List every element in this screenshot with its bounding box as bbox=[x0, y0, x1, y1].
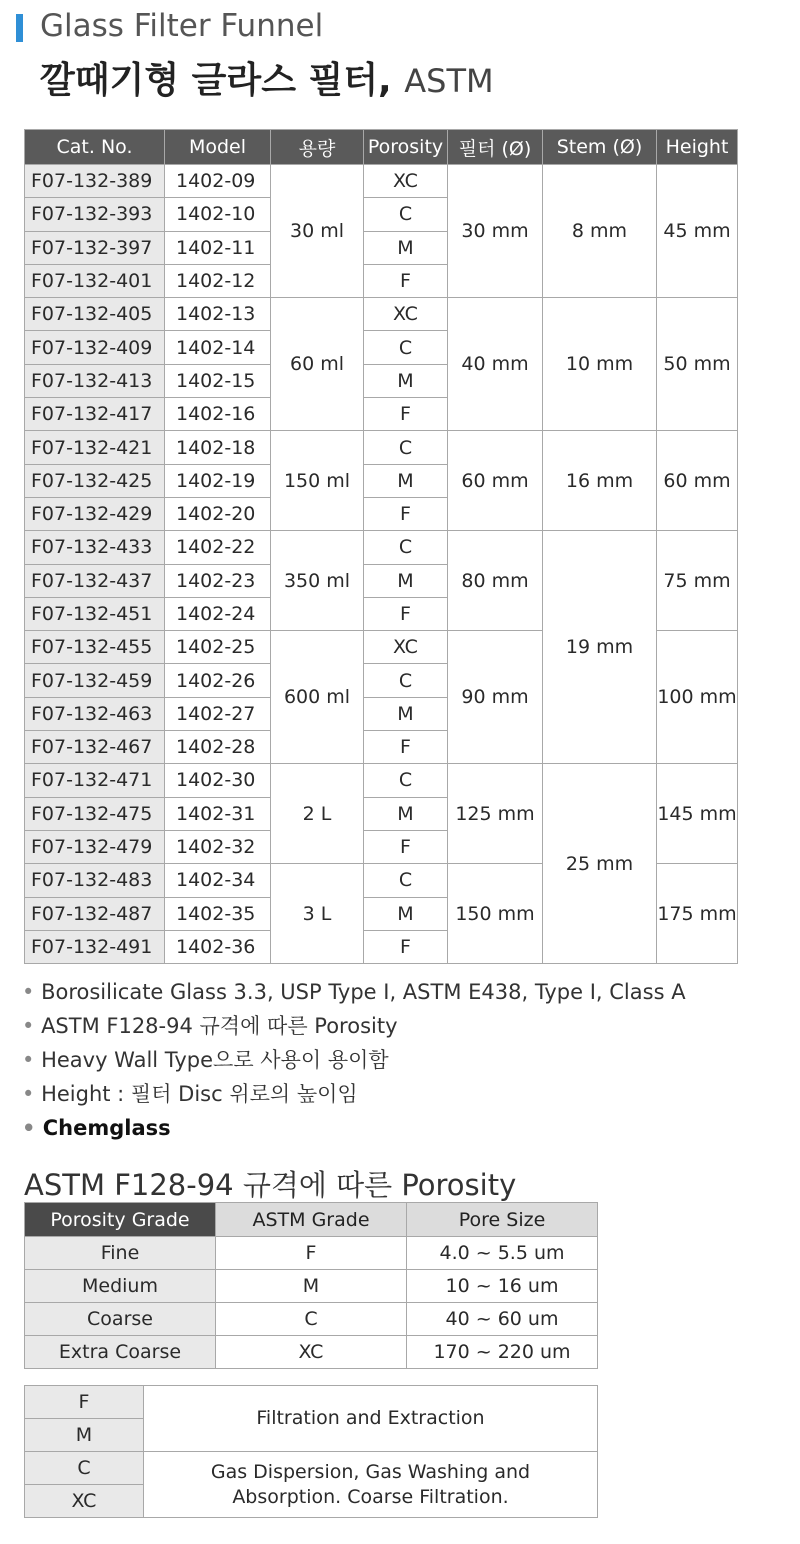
cat-no-cell: F07-132-393 bbox=[25, 198, 165, 231]
cat-no-cell: F07-132-455 bbox=[25, 631, 165, 664]
porosity-cell: C bbox=[364, 764, 448, 797]
porosity-cell: C bbox=[364, 531, 448, 564]
column-header-porosity: Porosity bbox=[364, 130, 448, 165]
porosity-header-row bbox=[25, 1203, 598, 1237]
usage-desc-line: Gas Dispersion, Gas Washing and bbox=[210, 1460, 531, 1483]
porosity-cell: F bbox=[364, 731, 448, 764]
table-row bbox=[25, 1452, 598, 1485]
cat-no-cell: F07-132-401 bbox=[25, 264, 165, 297]
table-row bbox=[25, 1303, 598, 1336]
porosity-cell: F bbox=[364, 930, 448, 963]
porosity-cell: C bbox=[364, 198, 448, 231]
usage-code-cell: F bbox=[25, 1386, 144, 1419]
table-row bbox=[25, 1237, 598, 1270]
model-cell: 1402-27 bbox=[165, 697, 271, 730]
model-cell: 1402-26 bbox=[165, 664, 271, 697]
astm-grade-cell: C bbox=[216, 1303, 407, 1336]
table-row bbox=[25, 764, 738, 797]
model-cell: 1402-16 bbox=[165, 398, 271, 431]
page-title-english: Glass Filter Funnel bbox=[40, 8, 324, 44]
astm-grade-cell: M bbox=[216, 1270, 407, 1303]
cat-no-cell: F07-132-413 bbox=[25, 364, 165, 397]
capacity-cell: 60 ml bbox=[271, 298, 364, 431]
porosity-table bbox=[24, 1202, 598, 1369]
table-row bbox=[25, 165, 738, 198]
usage-code-cell: C bbox=[25, 1452, 144, 1485]
model-cell: 1402-24 bbox=[165, 597, 271, 630]
pore-size-cell: 10 ~ 16 um bbox=[407, 1270, 598, 1303]
model-cell: 1402-22 bbox=[165, 531, 271, 564]
title-suffix: ASTM bbox=[404, 62, 494, 100]
height-cell: 50 mm bbox=[657, 298, 738, 431]
height-cell: 100 mm bbox=[657, 631, 738, 764]
capacity-cell: 350 ml bbox=[271, 531, 364, 631]
model-cell: 1402-18 bbox=[165, 431, 271, 464]
porosity-cell: XC bbox=[364, 631, 448, 664]
model-cell: 1402-12 bbox=[165, 264, 271, 297]
height-cell: 60 mm bbox=[657, 431, 738, 531]
cat-no-cell: F07-132-459 bbox=[25, 664, 165, 697]
porosity-cell: F bbox=[364, 497, 448, 530]
porosity-cell: M bbox=[364, 697, 448, 730]
table-row bbox=[25, 1270, 598, 1303]
capacity-cell: 150 ml bbox=[271, 431, 364, 531]
note-item-brand: • Chemglass bbox=[22, 1111, 686, 1145]
model-cell: 1402-14 bbox=[165, 331, 271, 364]
cat-no-cell: F07-132-491 bbox=[25, 930, 165, 963]
porosity-grade-cell: Fine bbox=[25, 1237, 216, 1270]
capacity-cell: 30 ml bbox=[271, 165, 364, 298]
porosity-cell: M bbox=[364, 897, 448, 930]
cat-no-cell: F07-132-451 bbox=[25, 597, 165, 630]
astm-grade-cell: XC bbox=[216, 1336, 407, 1369]
pore-size-cell: 40 ~ 60 um bbox=[407, 1303, 598, 1336]
capacity-cell: 600 ml bbox=[271, 631, 364, 764]
pore-size-cell: 170 ~ 220 um bbox=[407, 1336, 598, 1369]
cat-no-cell: F07-132-417 bbox=[25, 398, 165, 431]
porosity-cell: M bbox=[364, 797, 448, 830]
usage-table bbox=[24, 1385, 598, 1518]
porosity-cell: XC bbox=[364, 298, 448, 331]
filter-cell: 40 mm bbox=[448, 298, 543, 431]
title-accent-bar bbox=[16, 14, 23, 42]
porosity-cell: C bbox=[364, 864, 448, 897]
model-cell: 1402-11 bbox=[165, 231, 271, 264]
usage-desc-cell bbox=[144, 1452, 598, 1518]
usage-desc-cell: Filtration and Extraction bbox=[144, 1386, 598, 1452]
stem-cell: 19 mm bbox=[543, 531, 657, 764]
height-cell: 145 mm bbox=[657, 764, 738, 864]
usage-desc-line: Absorption. Coarse Filtration. bbox=[232, 1485, 509, 1508]
capacity-cell: 3 L bbox=[271, 864, 364, 964]
table-row bbox=[25, 431, 738, 464]
model-cell: 1402-34 bbox=[165, 864, 271, 897]
model-cell: 1402-20 bbox=[165, 497, 271, 530]
porosity-cell: C bbox=[364, 431, 448, 464]
cat-no-cell: F07-132-475 bbox=[25, 797, 165, 830]
page-title-korean bbox=[40, 52, 494, 103]
model-cell: 1402-32 bbox=[165, 830, 271, 863]
filter-cell: 90 mm bbox=[448, 631, 543, 764]
porosity-cell: F bbox=[364, 264, 448, 297]
note-item: • Borosilicate Glass 3.3, USP Type I, ASTM E438, Type I, Class A bbox=[22, 975, 686, 1009]
astm-grade-cell: F bbox=[216, 1237, 407, 1270]
table-row bbox=[25, 531, 738, 564]
capacity-cell: 2 L bbox=[271, 764, 364, 864]
table-row bbox=[25, 1386, 598, 1419]
model-cell: 1402-25 bbox=[165, 631, 271, 664]
notes-list bbox=[22, 975, 686, 1145]
model-cell: 1402-10 bbox=[165, 198, 271, 231]
model-cell: 1402-35 bbox=[165, 897, 271, 930]
porosity-cell: F bbox=[364, 398, 448, 431]
filter-cell: 150 mm bbox=[448, 864, 543, 964]
column-header-filter: 필터 (Ø) bbox=[448, 130, 543, 165]
model-cell: 1402-30 bbox=[165, 764, 271, 797]
table-row bbox=[25, 1336, 598, 1369]
product-table bbox=[24, 129, 738, 964]
porosity-cell: XC bbox=[364, 165, 448, 198]
height-cell: 75 mm bbox=[657, 531, 738, 631]
filter-cell: 125 mm bbox=[448, 764, 543, 864]
height-cell: 175 mm bbox=[657, 864, 738, 964]
column-header-stem: Stem (Ø) bbox=[543, 130, 657, 165]
cat-no-cell: F07-132-389 bbox=[25, 165, 165, 198]
cat-no-cell: F07-132-483 bbox=[25, 864, 165, 897]
model-cell: 1402-13 bbox=[165, 298, 271, 331]
porosity-cell: M bbox=[364, 364, 448, 397]
cat-no-cell: F07-132-479 bbox=[25, 830, 165, 863]
column-header-porosity-grade: Porosity Grade bbox=[25, 1203, 216, 1237]
column-header-model: Model bbox=[165, 130, 271, 165]
cat-no-cell: F07-132-409 bbox=[25, 331, 165, 364]
usage-code-cell: M bbox=[25, 1419, 144, 1452]
note-item: • ASTM F128-94 규격에 따른 Porosity bbox=[22, 1009, 686, 1043]
filter-cell: 30 mm bbox=[448, 165, 543, 298]
porosity-cell: M bbox=[364, 564, 448, 597]
filter-cell: 60 mm bbox=[448, 431, 543, 531]
column-header-height: Height bbox=[657, 130, 738, 165]
porosity-cell: M bbox=[364, 464, 448, 497]
model-cell: 1402-15 bbox=[165, 364, 271, 397]
cat-no-cell: F07-132-437 bbox=[25, 564, 165, 597]
cat-no-cell: F07-132-471 bbox=[25, 764, 165, 797]
cat-no-cell: F07-132-425 bbox=[25, 464, 165, 497]
pore-size-cell: 4.0 ~ 5.5 um bbox=[407, 1237, 598, 1270]
model-cell: 1402-09 bbox=[165, 165, 271, 198]
porosity-cell: C bbox=[364, 331, 448, 364]
note-item: • Height : 필터 Disc 위로의 높이임 bbox=[22, 1077, 686, 1111]
stem-cell: 8 mm bbox=[543, 165, 657, 298]
cat-no-cell: F07-132-405 bbox=[25, 298, 165, 331]
column-header-pore-size: Pore Size bbox=[407, 1203, 598, 1237]
table-row bbox=[25, 298, 738, 331]
filter-cell: 80 mm bbox=[448, 531, 543, 631]
height-cell: 45 mm bbox=[657, 165, 738, 298]
model-cell: 1402-23 bbox=[165, 564, 271, 597]
note-item: • Heavy Wall Type으로 사용이 용이함 bbox=[22, 1043, 686, 1077]
stem-cell: 25 mm bbox=[543, 764, 657, 964]
porosity-cell: C bbox=[364, 664, 448, 697]
stem-cell: 10 mm bbox=[543, 298, 657, 431]
title-korean-text: 깔때기형 글라스 필터, bbox=[40, 60, 392, 101]
porosity-section-title: ASTM F128-94 규격에 따른 Porosity bbox=[24, 1168, 517, 1202]
table-header-row bbox=[25, 130, 738, 165]
porosity-cell: F bbox=[364, 830, 448, 863]
usage-code-cell: XC bbox=[25, 1485, 144, 1518]
porosity-grade-cell: Extra Coarse bbox=[25, 1336, 216, 1369]
cat-no-cell: F07-132-463 bbox=[25, 697, 165, 730]
model-cell: 1402-31 bbox=[165, 797, 271, 830]
model-cell: 1402-28 bbox=[165, 731, 271, 764]
cat-no-cell: F07-132-429 bbox=[25, 497, 165, 530]
column-header-astm-grade: ASTM Grade bbox=[216, 1203, 407, 1237]
cat-no-cell: F07-132-397 bbox=[25, 231, 165, 264]
porosity-cell: M bbox=[364, 231, 448, 264]
porosity-cell: F bbox=[364, 597, 448, 630]
column-header-capacity: 용량 bbox=[271, 130, 364, 165]
model-cell: 1402-19 bbox=[165, 464, 271, 497]
cat-no-cell: F07-132-467 bbox=[25, 731, 165, 764]
stem-cell: 16 mm bbox=[543, 431, 657, 531]
cat-no-cell: F07-132-487 bbox=[25, 897, 165, 930]
column-header-cat-no: Cat. No. bbox=[25, 130, 165, 165]
porosity-grade-cell: Coarse bbox=[25, 1303, 216, 1336]
cat-no-cell: F07-132-433 bbox=[25, 531, 165, 564]
cat-no-cell: F07-132-421 bbox=[25, 431, 165, 464]
porosity-grade-cell: Medium bbox=[25, 1270, 216, 1303]
model-cell: 1402-36 bbox=[165, 930, 271, 963]
